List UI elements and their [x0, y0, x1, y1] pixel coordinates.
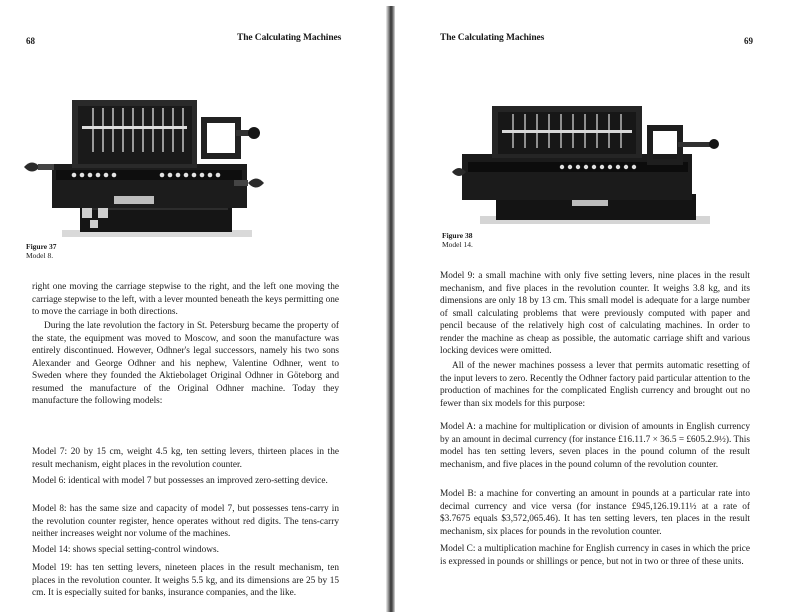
right-paragraph-model-a: Model A: a machine for multiplication or division of amounts in English currency by an amount in decimal currency (for instance £16.11.7 × 36.5 = £605.2.9½). This model has ten setting levers, seven places in the pound column of the result mechanism, and five places in the pound column of the revolution counter. [440, 422, 750, 470]
left-paragraph-model-7: Model 7: 20 by 15 cm, weight 4.5 kg, ten setting levers, thirteen places in the result mechanism, eight places in the revolution counter. [32, 447, 339, 470]
right-page [396, 0, 792, 612]
right-paragraph-model-c: Model C: a multiplication machine for English currency in cases in which the price is expressed in pounds or shillings or pence, but not in two or three of these units. [440, 544, 750, 567]
page-number-right: 69 [744, 36, 753, 46]
page-number-left: 68 [26, 36, 35, 46]
left-paragraph-model-8: Model 8: has the same size and capacity of model 7, but possesses tens-carry in the revolution counter register, hence operates without red digits. The tens-carry neither increases weight nor volume of the machines. [32, 504, 339, 539]
left-paragraph-model-6: Model 6: identical with model 7 but possesses an improved zero-setting device. [32, 476, 328, 486]
figure-38-photo [452, 102, 740, 228]
right-paragraph-newer-machines: All of the newer machines possess a lever that permits automatic resetting of the input levers to zero. Recently the Odhner factory paid particular attention to the production of machines for the complicated English currency and brought out no fewer than six models for this purpose: [440, 361, 750, 409]
running-head-right: The Calculating Machines [440, 33, 545, 43]
left-paragraph-model-19: Model 19: has ten setting levers, nineteen places in the result mechanism, ten places in the revolution counter. It weighs 5.5 kg, and its dimensions are 25 by 15 cm. It is especially suited for banks, insurance companies, and the like. [32, 563, 339, 598]
book-gutter [386, 6, 395, 612]
figure-38-caption [442, 232, 473, 249]
figure-37-caption [26, 243, 56, 260]
left-page [0, 0, 387, 612]
left-paragraph-model-14: Model 14: shows special setting-control windows. [32, 545, 219, 555]
running-head-left: The Calculating Machines [237, 33, 342, 43]
right-paragraph-model-9: Model 9: a small machine with only five setting levers, nine places in the result mechanism, and five places in the revolution counter. It weighs 3.8 kg, and its dimensions are only 18 by 13 cm. This small model is adequate for a large number of small calculating problems that were previously computed with paper and pencil because of the relatively high cost of calculating machines. In order to render the machine as cheap as possible, the automatic carriage shift and various locking devices were omitted. [440, 271, 750, 356]
figure-37-photo [22, 92, 272, 240]
right-paragraph-model-b: Model B: a machine for converting an amount in pounds at a particular rate into decimal currency and vice versa (for instance £945,126.19.11½ at a rate of $3.7675 equals $3,572,065.46). It has ten setting levers, ten places in the result mechanism, six places for pounds in the revolution counter. [440, 489, 750, 537]
figure-38-label: Figure 38 [442, 231, 473, 240]
figure-37-label: Figure 37 [26, 242, 57, 251]
figure-37-caption-text: Model 8. [26, 250, 54, 260]
left-paragraph-2: During the late revolution the factory in St. Petersburg became the property of the state, the equipment was moved to Moscow, and soon the manufacture was entirely discontinued. However, Odhner's legal successors, namely his two sons Alexander and George Odhner and his nephew, Valentine Odhner, went to Sweden where they founded the Aktiebolaget Original Odhner in Göteborg and resumed the manufacture of the Original Odhner machine. Today they manufacture the following models: [32, 321, 339, 406]
figure-38-caption-text: Model 14. [442, 239, 473, 249]
left-paragraph-1: right one moving the carriage stepwise to the right, and the left one moving the carriage stepwise to the left, with a lever mounted beneath the keys permitting one to move the carriage in both directions. [32, 282, 339, 317]
